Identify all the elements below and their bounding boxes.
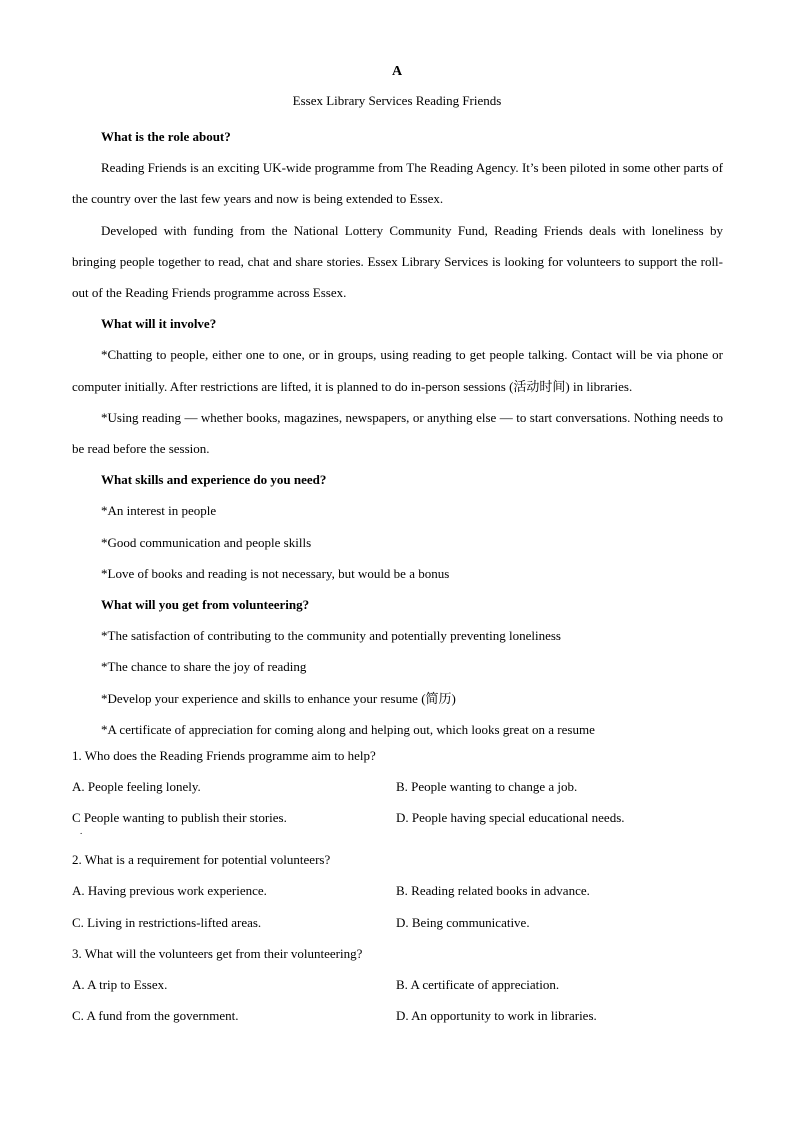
role-paragraph-1: Reading Friends is an exciting UK-wide programme from The Reading Agency. It’s been piloted in some other parts of the country over the last few years and now is being extended to Essex. bbox=[72, 160, 723, 207]
skills-item: *Good communication and people skills bbox=[101, 534, 312, 550]
passage-title: Essex Library Services Reading Friends bbox=[292, 93, 502, 108]
benefits-item: *The satisfaction of contributing to the community and potentially preventing loneliness bbox=[101, 628, 561, 644]
question-2-option-a: A. Having previous work experience. bbox=[72, 883, 267, 898]
role-paragraph-2: Developed with funding from the National Lottery Community Fund, Reading Friends deals with loneliness by bringing people together to read, chat and share stories. Essex Library Services is looking for volunteers to support the roll- out of the Reading Friends programme across Essex. bbox=[72, 222, 723, 301]
passage-body bbox=[72, 121, 723, 745]
question-1-option-b: B. People wanting to change a job. bbox=[396, 779, 578, 794]
involve-heading: What will it involve? bbox=[101, 316, 217, 332]
stray-dot-mark: . bbox=[80, 826, 83, 836]
question-3-option-b: B. A certificate of appreciation. bbox=[396, 977, 560, 992]
question-1-option-a: A. People feeling lonely. bbox=[72, 779, 201, 794]
question-1-stem: 1. Who does the Reading Friends programme aim to help? bbox=[72, 748, 376, 763]
benefits-heading: What will you get from volunteering? bbox=[101, 597, 310, 613]
question-2-option-c: C. Living in restrictions-lifted areas. bbox=[72, 915, 262, 930]
question-2-option-b: B. Reading related books in advance. bbox=[396, 883, 590, 898]
benefits-item: *The chance to share the joy of reading bbox=[101, 659, 307, 675]
question-3-option-a: A. A trip to Essex. bbox=[72, 977, 168, 992]
benefits-item: *A certificate of appreciation for coming along and helping out, which looks great on a resume bbox=[101, 721, 595, 737]
question-3-option-d: D. An opportunity to work in libraries. bbox=[396, 1008, 597, 1023]
skills-item: *An interest in people bbox=[101, 503, 217, 519]
question-1-option-d: D. People having special educational needs. bbox=[396, 810, 625, 825]
skills-item: *Love of books and reading is not necessary, but would be a bonus bbox=[101, 565, 450, 581]
involve-paragraph-1: *Chatting to people, either one to one, or in groups, using reading to get people talking. Contact will be via phone or computer initially. After restrictions are lifted, it is planned to do in-person sessions (活动时间) in libraries. bbox=[72, 347, 723, 394]
question-2-stem: 2. What is a requirement for potential volunteers? bbox=[72, 852, 331, 867]
question-2-option-d: D. Being communicative. bbox=[396, 915, 530, 930]
question-3-stem: 3. What will the volunteers get from their volunteering? bbox=[72, 946, 363, 961]
involve-paragraph-2: *Using reading — whether books, magazines, newspapers, or anything else — to start conversations. Nothing needs to be read before the session. bbox=[72, 409, 723, 457]
section-letter: A bbox=[391, 64, 403, 79]
benefits-item: *Develop your experience and skills to enhance your resume (简历) bbox=[101, 690, 456, 706]
question-1-option-c: C People wanting to publish their stories. bbox=[72, 810, 287, 825]
question-3-option-c: C. A fund from the government. bbox=[72, 1008, 239, 1023]
role-heading: What is the role about? bbox=[101, 129, 231, 144]
skills-heading: What skills and experience do you need? bbox=[101, 472, 327, 488]
